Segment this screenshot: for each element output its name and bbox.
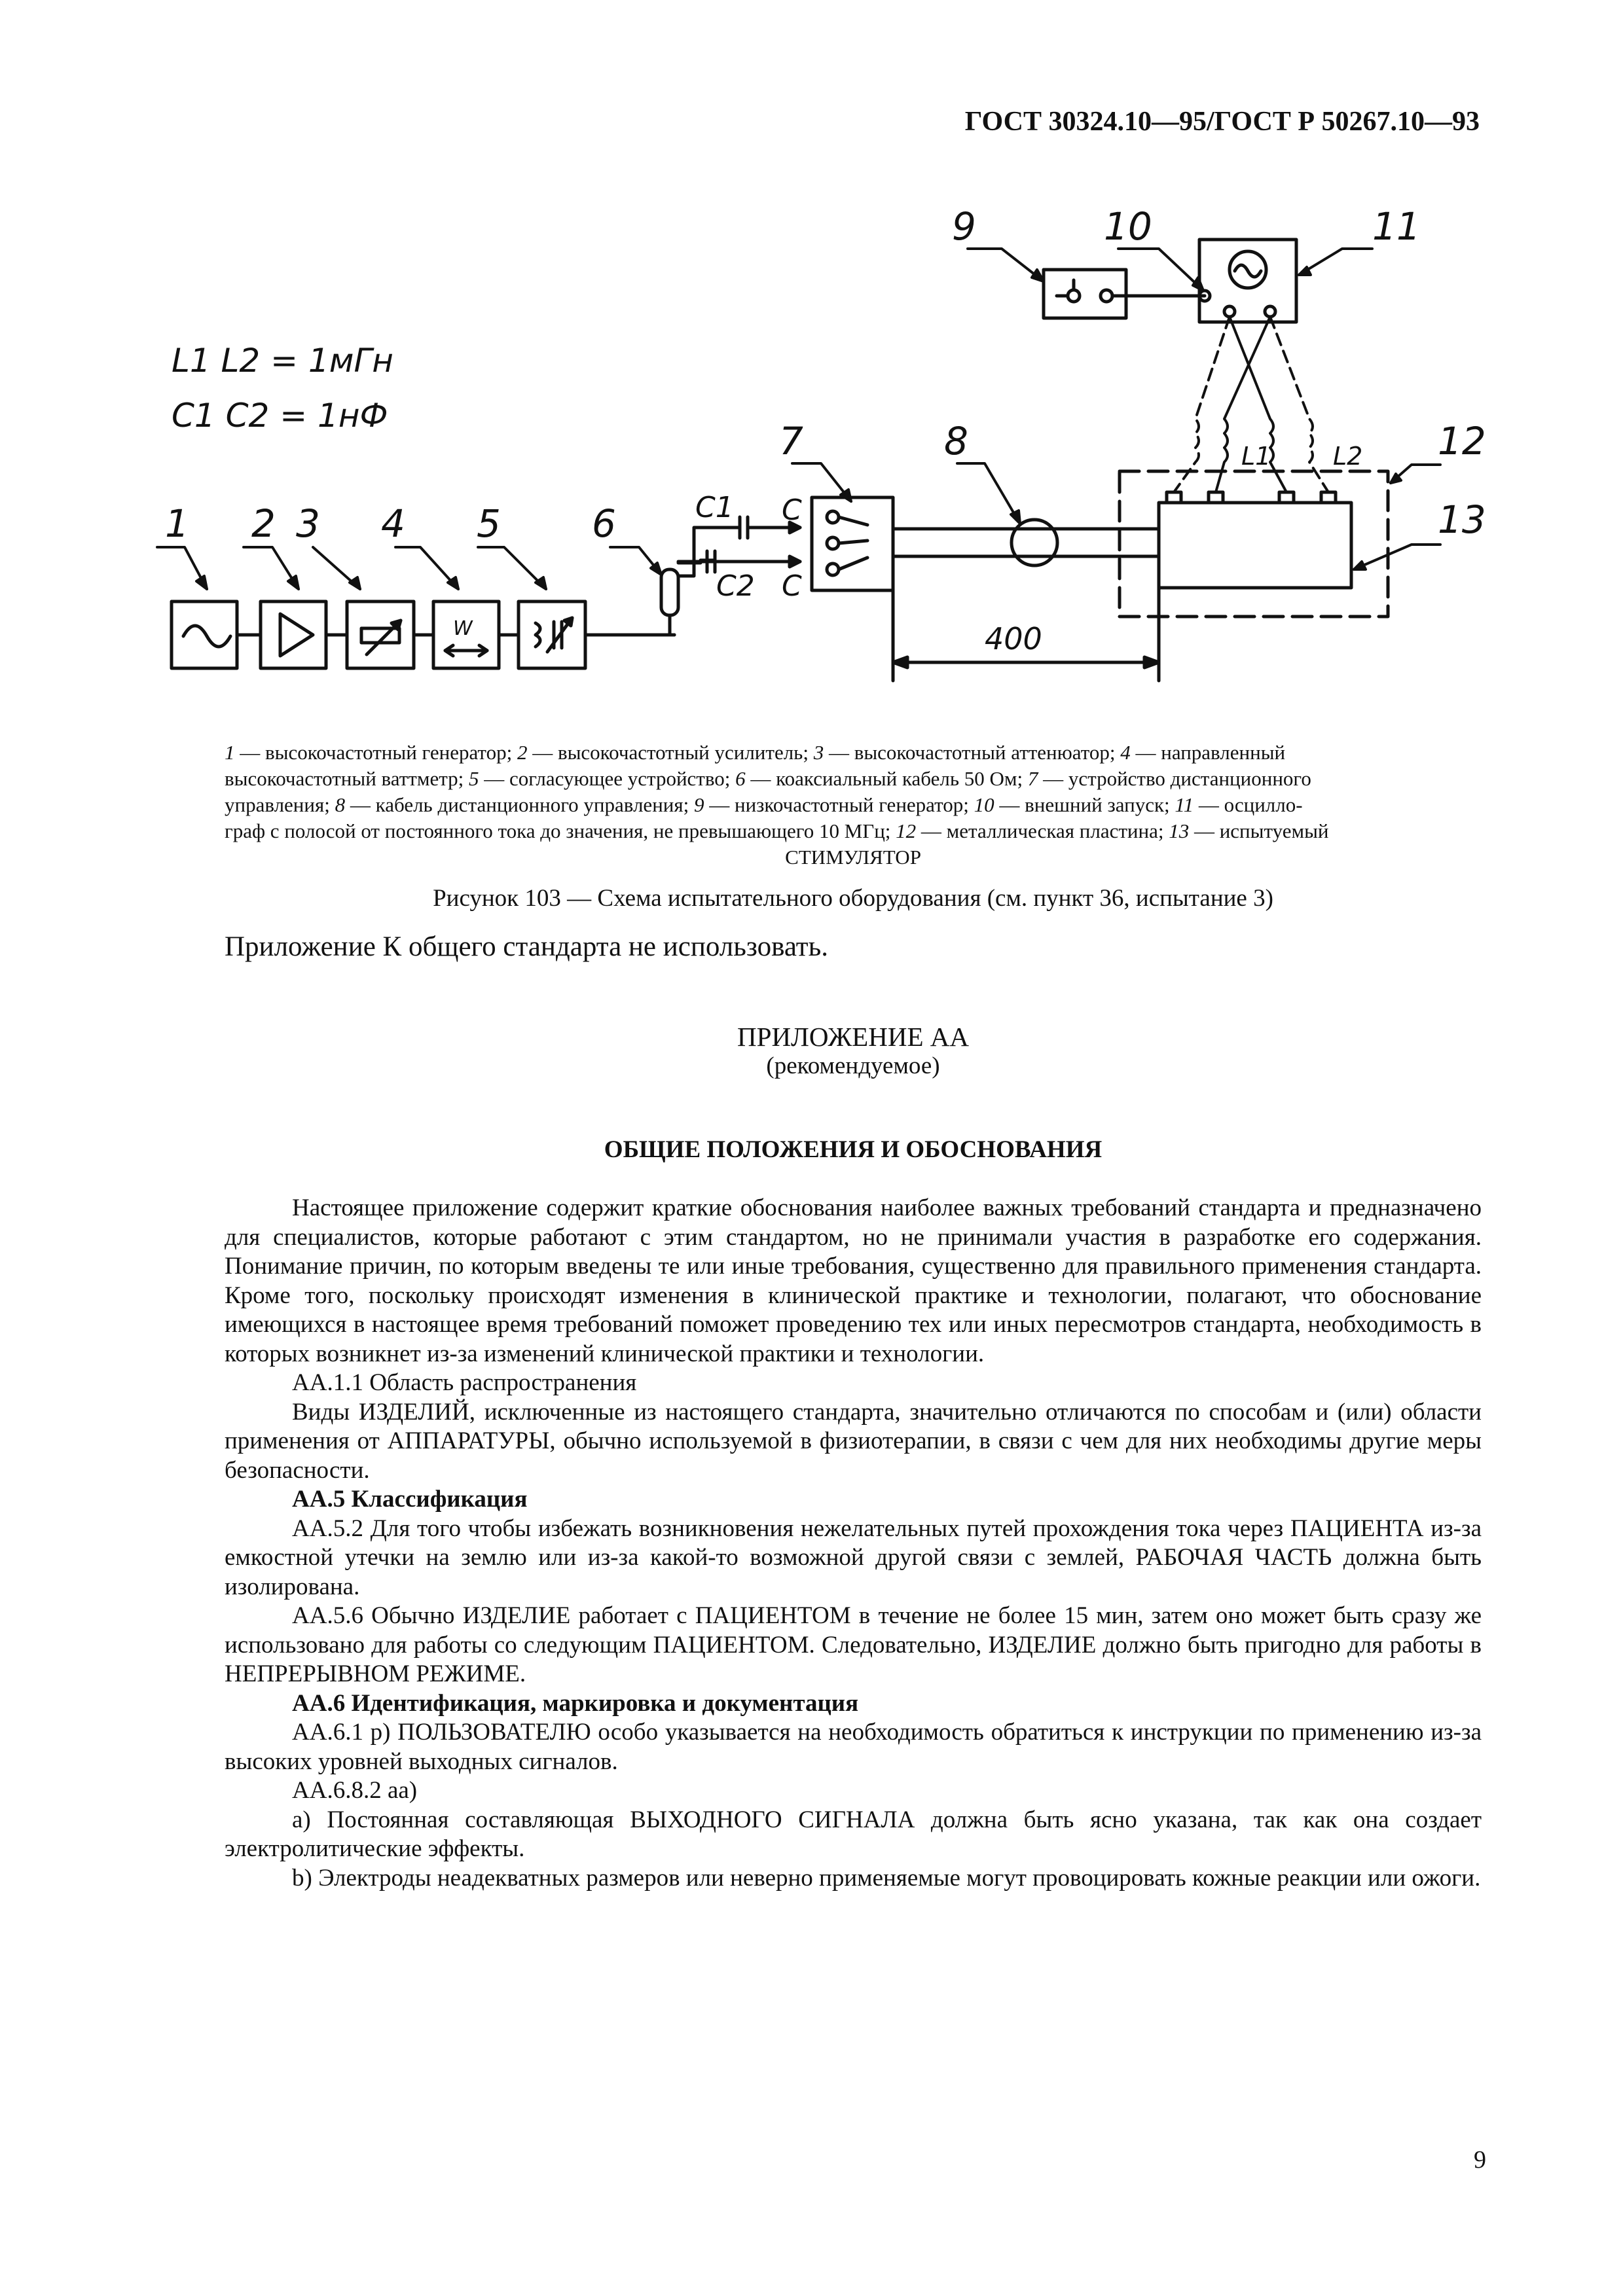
legend-text: — коаксиальный кабель 50 Ом; <box>745 767 1028 790</box>
figure-caption: Рисунок 103 — Схема испытательного оборудования (см. пункт 36, испытание 3) <box>433 885 1273 912</box>
label-5: 5 <box>477 501 501 546</box>
label-1: 1 <box>165 501 189 546</box>
variable-attenuator-icon <box>361 620 401 655</box>
legend-last-line: СТИМУЛЯТОР <box>785 846 921 869</box>
legend-text: — устройство дистанционного <box>1038 767 1311 790</box>
label-l2: L2 <box>1333 442 1363 471</box>
legend-text: — направленный <box>1130 741 1286 764</box>
legend-text: — высокочастотный генератор; <box>234 741 517 764</box>
legend-line <box>225 818 1482 844</box>
label-9: 9 <box>952 204 976 249</box>
label-c2: C2 <box>716 569 755 603</box>
label-2: 2 <box>251 501 276 546</box>
legend-number: 11 <box>1175 793 1194 816</box>
legend-text: — осцилло- <box>1194 793 1303 816</box>
wattmeter-icon <box>445 645 487 656</box>
paragraph: АА.6.8.2 аа) <box>292 1777 418 1804</box>
hf-attenuator-block <box>347 601 414 668</box>
appendix-body <box>225 1194 1482 1893</box>
legend-line <box>225 740 1482 766</box>
label-6: 6 <box>592 501 616 546</box>
legend-text: — низкочастотный генератор; <box>704 793 974 816</box>
legend-text: — кабель дистанционного управления; <box>345 793 694 816</box>
legend-number: 9 <box>694 793 704 816</box>
paragraph: АА.5 Классификация <box>292 1486 528 1513</box>
paragraph: АА.5.6 Обычно ИЗДЕЛИЕ работает с ПАЦИЕНТОМ в течение не более 15 мин, затем оно может быть сразу же использовано для работы со следующим ПАЦИЕНТОМ. Следовательно, ИЗДЕЛИЕ должно быть пригодно для работы в НЕПРЕРЫВНОМ РЕЖИМЕ. <box>225 1602 1482 1687</box>
legend-number: 6 <box>735 767 746 790</box>
legend-number: 13 <box>1169 819 1190 842</box>
paragraph: Виды ИЗДЕЛИЙ, исключенные из настоящего стандарта, значительно отличаются по способам и (или) области применения от АППАРАТУРЫ, обычно используемой в физиотерапии, в связи с чем для них необходимы другие меры безопасности. <box>225 1398 1482 1484</box>
annex-k-note: Приложение К общего стандарта не использовать. <box>225 931 828 962</box>
amplifier-triangle-icon <box>280 614 313 656</box>
legend-text: управления; <box>225 793 335 816</box>
inductance-note: L1 L2 = 1мГн <box>172 342 393 380</box>
capacitance-note: C1 C2 = 1нФ <box>172 397 388 435</box>
figure-legend <box>225 740 1482 870</box>
label-12: 12 <box>1438 419 1486 463</box>
legend-line <box>225 792 1482 818</box>
paragraph: Настоящее приложение содержит краткие обоснования наиболее важных требований стандарта и предназначено для специалистов, которые работают с этим стандартом, но не принимали участия в разработке его содержания. Понимание причин, по которым введены те или иные требования, существенно для правильного применения стандарта. Кроме того, поскольку происходят изменения в клинической практике и технологии, полагают, что обоснование имеющихся в настоящее время требований поможет проведению тех или иных пересмотров стандарта, необходимость в которых возникнет из-за изменений клинической практики и технологии. <box>225 1194 1482 1367</box>
remote-control-block <box>812 497 893 590</box>
legend-number: 4 <box>1120 741 1131 764</box>
paragraph: АА.1.1 Область распространения <box>292 1369 637 1396</box>
legend-number: 10 <box>974 793 994 816</box>
standard-header: ГОСТ 30324.10—95/ГОСТ Р 50267.10—93 <box>964 107 1480 137</box>
legend-text: — внешний запуск; <box>994 793 1175 816</box>
page-number: 9 <box>1474 2146 1486 2174</box>
stimulator-under-test-block <box>1159 503 1351 588</box>
section-heading: ОБЩИЕ ПОЛОЖЕНИЯ И ОБОСНОВАНИЯ <box>604 1136 1103 1163</box>
legend-text: — высокочастотный усилитель; <box>527 741 814 764</box>
sine-generator-icon <box>183 626 230 647</box>
label-7: 7 <box>779 419 803 463</box>
paragraph: а) Постоянная составляющая ВЫХОДНОГО СИГНАЛА должна быть ясно указана, так как она создает электролитические эффекты. <box>225 1806 1482 1862</box>
remote-cable-ring <box>1012 520 1057 565</box>
legend-number: 1 <box>225 741 235 764</box>
wattmeter-letter: W <box>453 617 473 640</box>
dimension-label: 400 <box>985 621 1042 656</box>
legend-number: 5 <box>469 767 479 790</box>
appendix-subtitle: (рекомендуемое) <box>766 1052 940 1079</box>
paragraph: АА.5.2 Для того чтобы избежать возникновения нежелательных путей прохождения тока через ПАЦИЕНТА из-за емкостной утечки на землю или из-за какой-то возможной другой связи с землей, РАБОЧАЯ ЧАСТЬ должна быть изолирована. <box>225 1515 1482 1600</box>
label-c1: C1 <box>695 491 734 524</box>
legend-text: граф с полосой от постоянного тока до значения, не превышающего 10 МГц; <box>225 819 896 842</box>
legend-number: 12 <box>896 819 917 842</box>
matching-device-block <box>519 601 585 668</box>
label-4: 4 <box>381 501 405 546</box>
label-c-bottom: C <box>782 569 802 603</box>
matching-device-icon <box>536 618 572 652</box>
legend-text: — согласующее устройство; <box>479 767 736 790</box>
legend-text: — высокочастотный аттенюатор; <box>824 741 1121 764</box>
label-13: 13 <box>1438 497 1486 542</box>
hf-amplifier-block <box>261 601 326 668</box>
legend-number: 3 <box>813 741 824 764</box>
paragraph: АА.6 Идентификация, маркировка и документация <box>292 1689 859 1717</box>
legend-text: высокочастотный ваттметр; <box>225 767 469 790</box>
legend-text: — испытуемый <box>1189 819 1329 842</box>
label-8: 8 <box>944 419 968 463</box>
label-3: 3 <box>296 501 320 546</box>
label-10: 10 <box>1104 204 1152 249</box>
legend-number: 2 <box>517 741 528 764</box>
paragraph: АА.6.1 р) ПОЛЬЗОВАТЕЛЮ особо указывается на необходимость обратиться к инструкции по применению из-за высоких уровней выходных сигналов. <box>225 1719 1482 1775</box>
label-l1: L1 <box>1241 442 1271 471</box>
legend-number: 8 <box>335 793 346 816</box>
appendix-title: ПРИЛОЖЕНИЕ АА <box>737 1022 969 1052</box>
legend-text: — металлическая пластина; <box>916 819 1169 842</box>
label-11: 11 <box>1372 204 1421 249</box>
test-equipment-diagram <box>0 0 1623 720</box>
paragraph: b) Электроды неадекватных размеров или неверно применяемые могут провоцировать кожные реакции или ожоги. <box>292 1864 1481 1892</box>
coax-connector-icon <box>661 569 678 635</box>
label-c-top: C <box>782 493 802 527</box>
legend-number: 7 <box>1027 767 1038 790</box>
legend-line <box>225 766 1482 792</box>
